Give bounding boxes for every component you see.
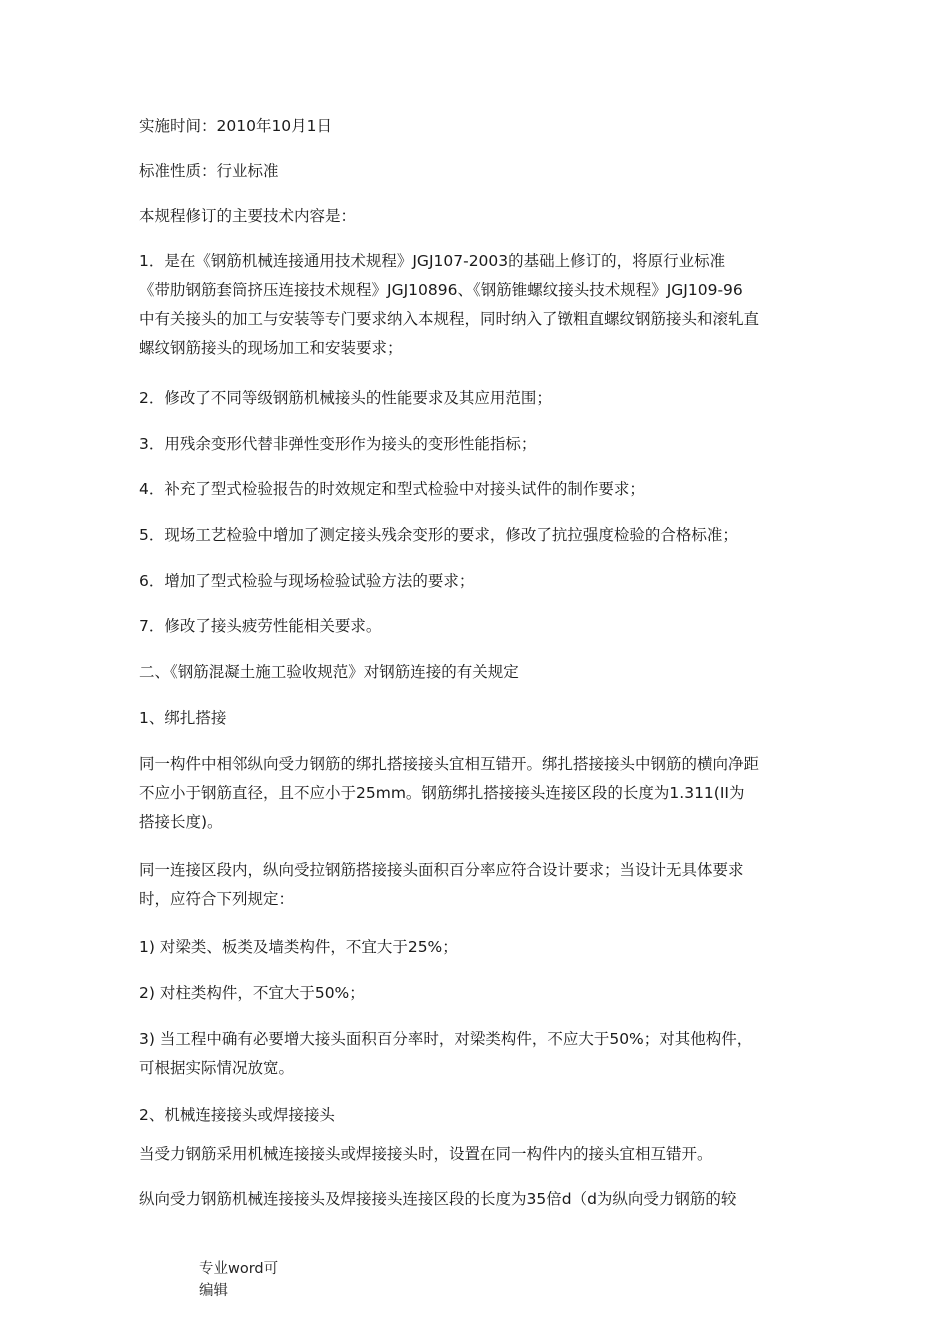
revision-item-1: 1．是在《钢筋机械连接通用技术规程》JGJ107-2003的基础上修订的，将原行业标准 《带肋钢筋套筒挤压连接技术规程》JGJ10896、《钢筋锥螺纹接头技术规程》JGJ109-96 中有关接头的加工与安装等专门要求纳入本规程，同时纳入了镦粗直螺纹钢筋接头和滚轧直 螺纹钢筋接头的现场加工和安装要求； [139,252,760,357]
effective-date: 实施时间：2010年10月1日 [139,117,333,135]
revision-item-4: 4．补充了型式检验报告的时效规定和型式检验中对接头试件的制作要求； [139,480,645,498]
revision-item-3: 3．用残余变形代替非弹性变形作为接头的变形性能指标； [139,435,537,453]
footer-line-1: 专业word可 [199,1261,279,1277]
revision-item-6: 6．增加了型式检验与现场检验试验方法的要求； [139,572,475,590]
subsection-2-heading: 2、机械连接接头或焊接接头 [139,1106,335,1124]
footer-line-2: 编辑 [199,1283,228,1299]
subsection-1-heading: 1、绑扎搭接 [139,709,227,727]
splice-ratio-paragraph: 同一连接区段内，纵向受拉钢筋搭接接头面积百分率应符合设计要求；当设计无具体要求 时，应符合下列规定： [139,861,744,908]
standard-type: 标准性质：行业标准 [139,162,279,180]
revision-item-2: 2．修改了不同等级钢筋机械接头的性能要求及其应用范围； [139,389,552,407]
rule-2: 2) 对柱类构件，不宜大于50%； [139,984,365,1002]
revision-item-7: 7．修改了接头疲劳性能相关要求。 [139,617,382,635]
joint-zone-paragraph: 纵向受力钢筋机械连接接头及焊接接头连接区段的长度为35倍d（d为纵向受力钢筋的较 [139,1190,737,1208]
revision-intro: 本规程修订的主要技术内容是： [139,207,357,225]
revision-item-5: 5．现场工艺检验中增加了测定接头残余变形的要求，修改了抗拉强度检验的合格标准； [139,526,738,544]
rule-1: 1) 对梁类、板类及墙类构件，不宜大于25%； [139,938,458,956]
lap-splice-paragraph: 同一构件中相邻纵向受力钢筋的绑扎搭接接头宜相互错开。绑扎搭接接头中钢筋的横向净距 不应小于钢筋直径，且不应小于25mm。钢筋绑扎搭接接头连接区段的长度为1.311(II为 搭接长度)。 [139,755,760,831]
rule-3: 3) 当工程中确有必要增大接头面积百分率时，对梁类构件，不应大于50%；对其他构件， 可根据实际情况放宽。 [139,1030,753,1077]
page-footer [199,1258,278,1302]
mechanical-joint-paragraph: 当受力钢筋采用机械连接接头或焊接接头时，设置在同一构件内的接头宜相互错开。 [139,1145,713,1163]
section-2-heading: 二、《钢筋混凝土施工验收规范》对钢筋连接的有关规定 [139,663,519,681]
